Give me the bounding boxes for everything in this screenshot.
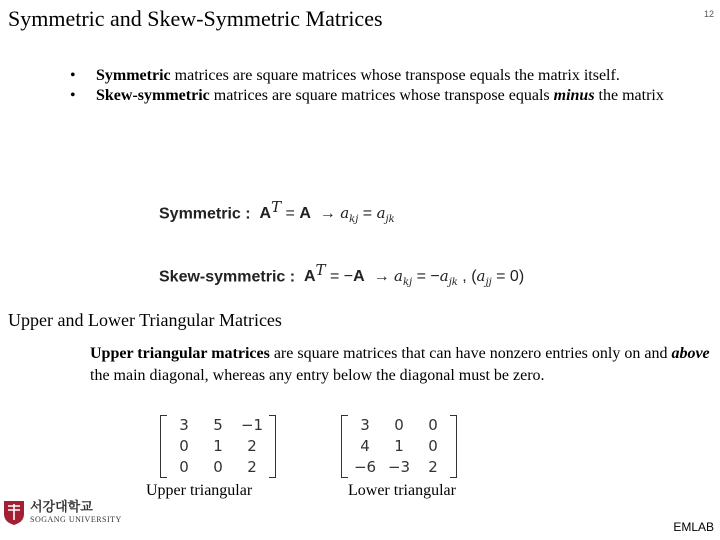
- matrix-entry: 2: [247, 458, 257, 476]
- university-logo: [3, 500, 122, 526]
- matrix-entry: 2: [247, 437, 257, 455]
- triangular-definition: [90, 343, 715, 387]
- equation-label: Skew-symmetric :: [159, 268, 296, 286]
- slide-number: 12: [703, 9, 714, 19]
- left-bracket: [160, 415, 167, 478]
- matrix-entry: 0: [428, 437, 438, 455]
- matrix-entry: −3: [387, 458, 411, 476]
- matrix-grid: [167, 415, 269, 478]
- definition-emphasis: above: [671, 345, 710, 362]
- right-bracket: [269, 415, 276, 478]
- matrix-entry: 0: [394, 416, 404, 434]
- skew-symmetric-equation: [159, 261, 524, 288]
- matrix-entry: −1: [240, 416, 264, 434]
- bullet-rest: matrices are square matrices whose transpose equals the matrix itself.: [170, 67, 620, 84]
- bullet-term: Skew-symmetric: [96, 87, 210, 104]
- equation-formula: $A^T = -A \to a_{kj} = -a_{jk}$ , $(a_{jj} = 0)$: [303, 261, 525, 289]
- matrix-entry: 0: [428, 416, 438, 434]
- bullet-text: [96, 66, 670, 86]
- bullet-rest: matrices are square matrices whose transpose equals: [209, 87, 554, 104]
- matrix-grid: [348, 415, 450, 478]
- bullet-list: [70, 66, 670, 106]
- symmetric-equation: [159, 198, 395, 225]
- equation-label: Symmetric :: [159, 205, 251, 223]
- bullet-dot-icon: •: [70, 87, 76, 104]
- matrix-entry: 5: [213, 416, 223, 434]
- matrix-entry: 1: [213, 437, 223, 455]
- equation-formula: $A^T = A \to a_{kj} = a_{jk}$: [259, 198, 395, 226]
- university-name-korean: 서강대학교: [30, 500, 93, 515]
- matrix-entry: 0: [179, 458, 189, 476]
- lower-triangular-matrix: [341, 415, 457, 478]
- bullet-dot-icon: •: [70, 67, 76, 84]
- definition-text: the main diagonal, whereas any entry below the diagonal must be zero.: [90, 367, 545, 384]
- right-bracket: [450, 415, 457, 478]
- matrix-entry: 0: [213, 458, 223, 476]
- university-emblem-icon: [3, 500, 25, 526]
- university-name: [30, 501, 122, 525]
- bullet-term: Symmetric: [96, 67, 171, 84]
- bullet-rest: the matrix: [594, 87, 664, 104]
- bullet-symmetric: [70, 66, 670, 86]
- bullet-emphasis: minus: [553, 87, 595, 104]
- slide-title: Symmetric and Skew-Symmetric Matrices: [8, 6, 383, 31]
- section-title: Upper and Lower Triangular Matrices: [8, 310, 282, 330]
- lower-triangular-caption: Lower triangular: [348, 482, 456, 499]
- lab-label: EMLAB: [673, 520, 714, 534]
- matrix-entry: 3: [360, 416, 370, 434]
- matrix-entry: 3: [179, 416, 189, 434]
- matrix-entry: 2: [428, 458, 438, 476]
- upper-triangular-matrix: [160, 415, 276, 478]
- matrix-entry: 4: [360, 437, 370, 455]
- bullet-skew-symmetric: [70, 86, 670, 106]
- matrix-entry: 0: [179, 437, 189, 455]
- upper-triangular-caption: Upper triangular: [146, 482, 253, 499]
- definition-term: Upper triangular matrices: [90, 345, 270, 362]
- matrix-entry: −6: [353, 458, 377, 476]
- university-name-english: SOGANG UNIVERSITY: [30, 515, 122, 524]
- bullet-text: [96, 86, 670, 106]
- definition-text: are square matrices that can have nonzero entries only on and: [269, 345, 672, 362]
- left-bracket: [341, 415, 348, 478]
- matrix-entry: 1: [394, 437, 404, 455]
